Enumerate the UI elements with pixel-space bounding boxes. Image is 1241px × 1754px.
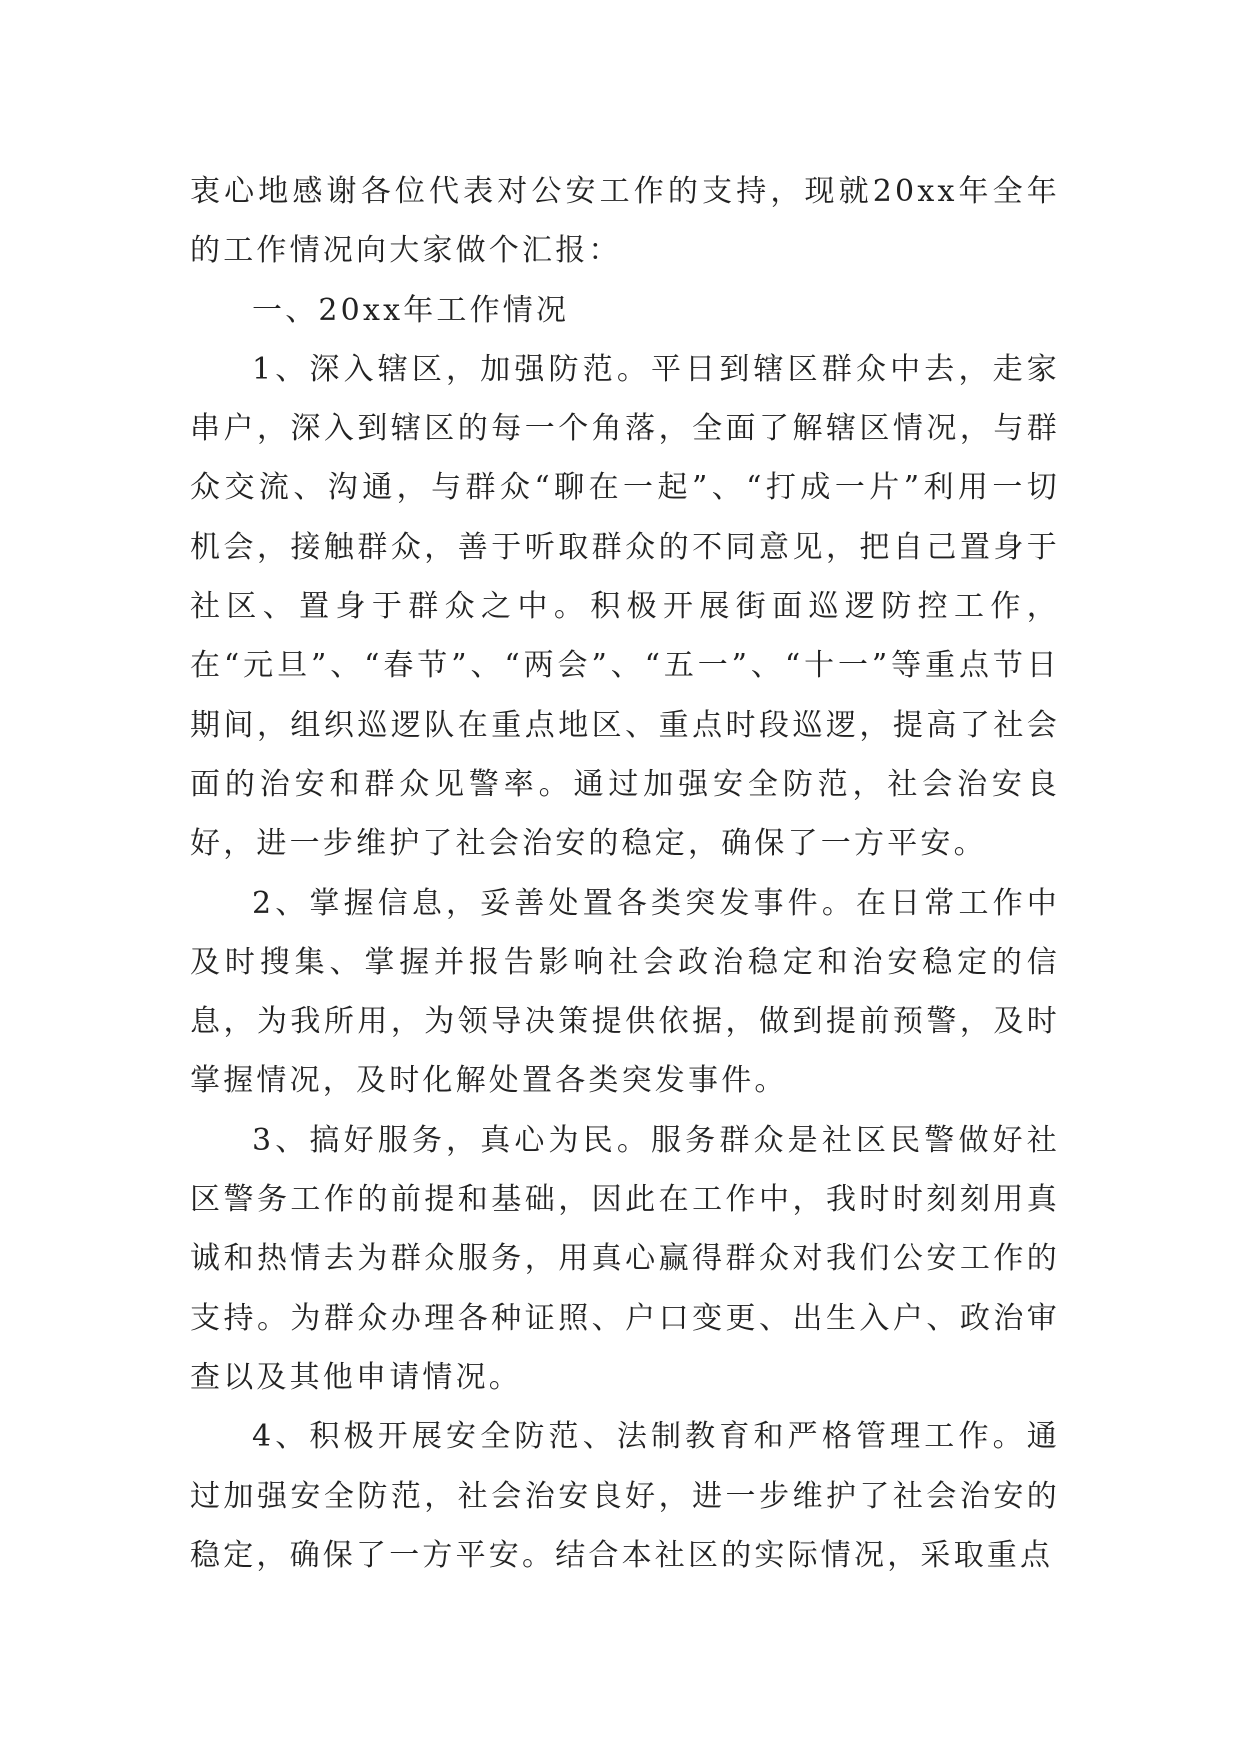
section-heading: 一、20xx年工作情况	[252, 292, 570, 328]
paragraph-item-1: 1、深入辖区，加强防范。平日到辖区群众中去，走家串户，深入到辖区的每一个角落，全面了解辖区情况，与群众交流、沟通，与群众“聊在一起”、“打成一片”利用一切机会，接触群众，善于听取群众的不同意见，把自己置身于社区、置身于群众之中。积极开展街面巡逻防控工作，在“元旦”、“春节”、“两会”、“五一”、“十一”等重点节日期间，组织巡逻队在重点地区、重点时段巡逻，提高了社会面的治安和群众见警率。通过加强安全防范，社会治安良好，进一步维护了社会治安的稳定，确保了一方平安。	[190, 351, 1060, 862]
paragraph-item-2: 2、掌握信息，妥善处置各类突发事件。在日常工作中及时搜集、掌握并报告影响社会政治稳定和治安稳定的信息，为我所用，为领导决策提供依据，做到提前预警，及时掌握情况，及时化解处置各类突发事件。	[190, 885, 1060, 1099]
paragraph-item-4: 4、积极开展安全防范、法制教育和严格管理工作。通过加强安全防范，社会治安良好，进一步维护了社会治安的稳定，确保了一方平安。结合本社区的实际情况，采取重点	[190, 1419, 1060, 1573]
document-body	[190, 162, 1060, 1585]
paragraph-item-3: 3、搞好服务，真心为民。服务群众是社区民警做好社区警务工作的前提和基础，因此在工作中，我时时刻刻用真诚和热情去为群众服务，用真心赢得群众对我们公安工作的支持。为群众办理各种证照、户口变更、出生入户、政治审查以及其他申请情况。	[190, 1122, 1060, 1395]
paragraph-intro: 衷心地感谢各位代表对公安工作的支持，现就20xx年全年的工作情况向大家做个汇报：	[190, 174, 1060, 269]
